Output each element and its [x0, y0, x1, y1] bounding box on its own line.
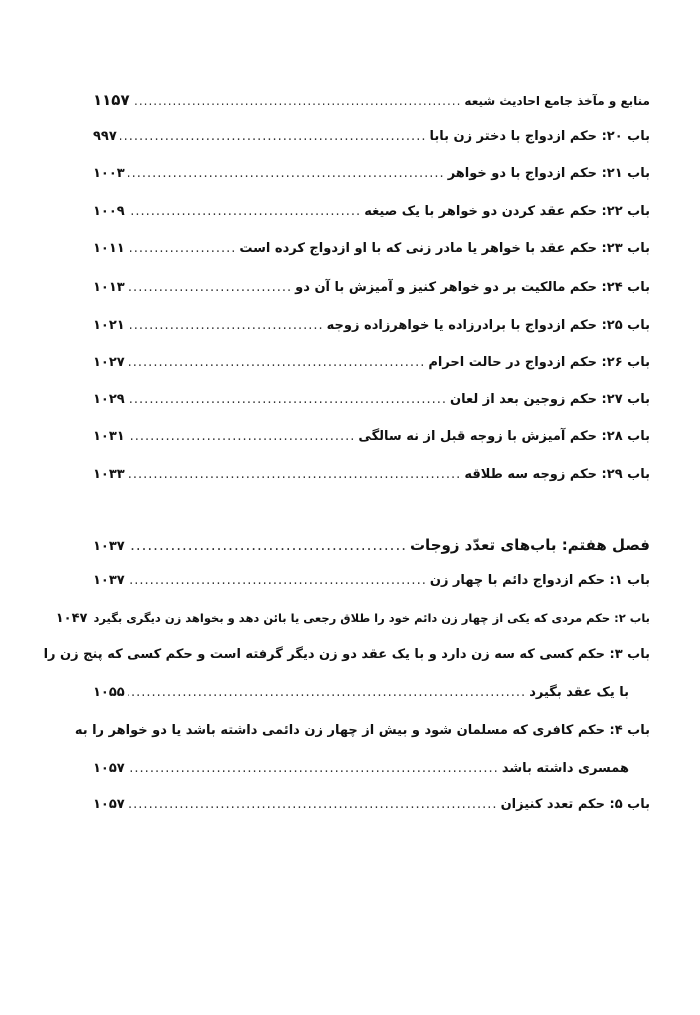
toc-entry	[93, 572, 650, 590]
toc-entry	[93, 796, 650, 814]
toc-entry	[55, 609, 650, 628]
toc-entry	[93, 203, 650, 221]
toc-entry	[93, 391, 650, 409]
entry-page: ۱۰۵۷	[93, 797, 125, 812]
entry-page: ۱۰۳۳	[93, 467, 125, 482]
header-title: منابع و مآخذ جامع احادیث شیعه	[464, 94, 650, 108]
entry-title: باب ۲۱: حکم ازدواج با دو خواهر	[447, 166, 650, 181]
entry-title: باب ۲۸: حکم آمیزش با زوجه قبل از نه سالگی	[358, 429, 650, 444]
entry-page: ۱۰۱۳	[93, 280, 125, 295]
leader-dots	[128, 536, 407, 554]
entry-page: ۱۰۵۵	[93, 685, 125, 700]
leader-dots	[128, 572, 427, 590]
toc-entry	[93, 466, 650, 484]
entry-title: باب ۵: حکم تعدد کنیزان	[500, 797, 650, 812]
chapter-heading	[93, 536, 650, 556]
leader-dots	[133, 92, 462, 110]
entry-page: ۱۰۳۷	[93, 573, 125, 588]
entry-title: باب ۲: حکم مردی که یکی از چهار زن دائم خود را طلاق رجعی یا بائن دهد و بخواهد زن دیگری بگیرد	[93, 611, 650, 625]
leader-dots	[128, 760, 499, 778]
leader-dots	[128, 165, 445, 183]
entry-title: باب ۲۷: حکم زوجین بعد از لعان	[450, 392, 650, 407]
entry-title: باب ۱: حکم ازدواج دائم با چهار زن	[429, 573, 650, 588]
toc-entry	[93, 760, 629, 778]
toc-entry	[93, 240, 650, 258]
leader-dots	[128, 796, 498, 814]
entry-page: ۹۹۷	[93, 129, 117, 144]
entry-page: ۱۰۲۷	[93, 355, 125, 370]
entry-page: ۱۰۴۷	[55, 611, 88, 626]
toc-entry	[93, 279, 650, 297]
leader-dots	[128, 317, 324, 335]
toc-entry	[93, 128, 650, 146]
entry-page: ۱۰۱۱	[93, 241, 125, 256]
entry-title: باب ۲۶: حکم ازدواج در حالت احرام	[428, 355, 650, 370]
leader-dots	[128, 391, 447, 409]
entry-line: باب ۳: حکم کسی که سه زن دارد و با یک عقد دو زن دیگر گرفته است و حکم کسی که پنج زن را	[43, 647, 650, 662]
entry-page: ۱۰۵۷	[93, 761, 125, 776]
entry-title: با یک عقد بگیرد	[529, 685, 629, 700]
entry-page: ۱۰۳۱	[93, 429, 125, 444]
entry-title: همسری داشته باشد	[501, 761, 629, 776]
entry-title: باب ۲۵: حکم ازدواج با برادرزاده یا خواهرزاده زوجه	[326, 318, 650, 333]
entry-page: ۱۰۲۱	[93, 318, 125, 333]
entry-title: باب ۲۴: حکم مالکیت بر دو خواهر کنیز و آمیزش با آن دو	[295, 280, 650, 295]
entry-page: ۱۰۰۹	[93, 204, 125, 219]
chapter-title: فصل هفتم: باب‌های تعدّد زوجات	[409, 536, 650, 554]
leader-dots	[128, 240, 237, 258]
leader-dots	[128, 684, 526, 702]
entry-title: باب ۲۳: حکم عقد با خواهر یا مادر زنی که با او ازدواج کرده است	[239, 241, 650, 256]
toc-entry	[93, 165, 650, 183]
toc-entry	[93, 684, 629, 702]
toc-entry	[93, 354, 650, 372]
leader-dots	[128, 354, 426, 372]
leader-dots	[128, 466, 462, 484]
leader-dots	[128, 203, 361, 221]
entry-title: باب ۲۹: حکم زوجه سه طلاقه	[464, 467, 650, 482]
leader-dots	[120, 128, 427, 146]
entry-page: ۱۰۲۹	[93, 392, 125, 407]
chapter-page: ۱۰۳۷	[93, 539, 125, 554]
leader-dots	[128, 428, 356, 446]
toc-entry	[93, 428, 650, 446]
entry-line: باب ۴: حکم کافری که مسلمان شود و بیش از چهار زن دائمی داشته باشد یا دو خواهر را به	[74, 723, 650, 738]
running-header	[93, 91, 650, 110]
toc-entry	[93, 317, 650, 335]
header-page-number: ۱۱۵۷	[93, 91, 130, 109]
entry-title: باب ۲۲: حکم عقد کردن دو خواهر با یک صیغه	[364, 204, 650, 219]
leader-dots	[128, 279, 292, 297]
entry-title: باب ۲۰: حکم ازدواج با دختر زن بابا	[429, 129, 650, 144]
entry-page: ۱۰۰۳	[93, 166, 125, 181]
